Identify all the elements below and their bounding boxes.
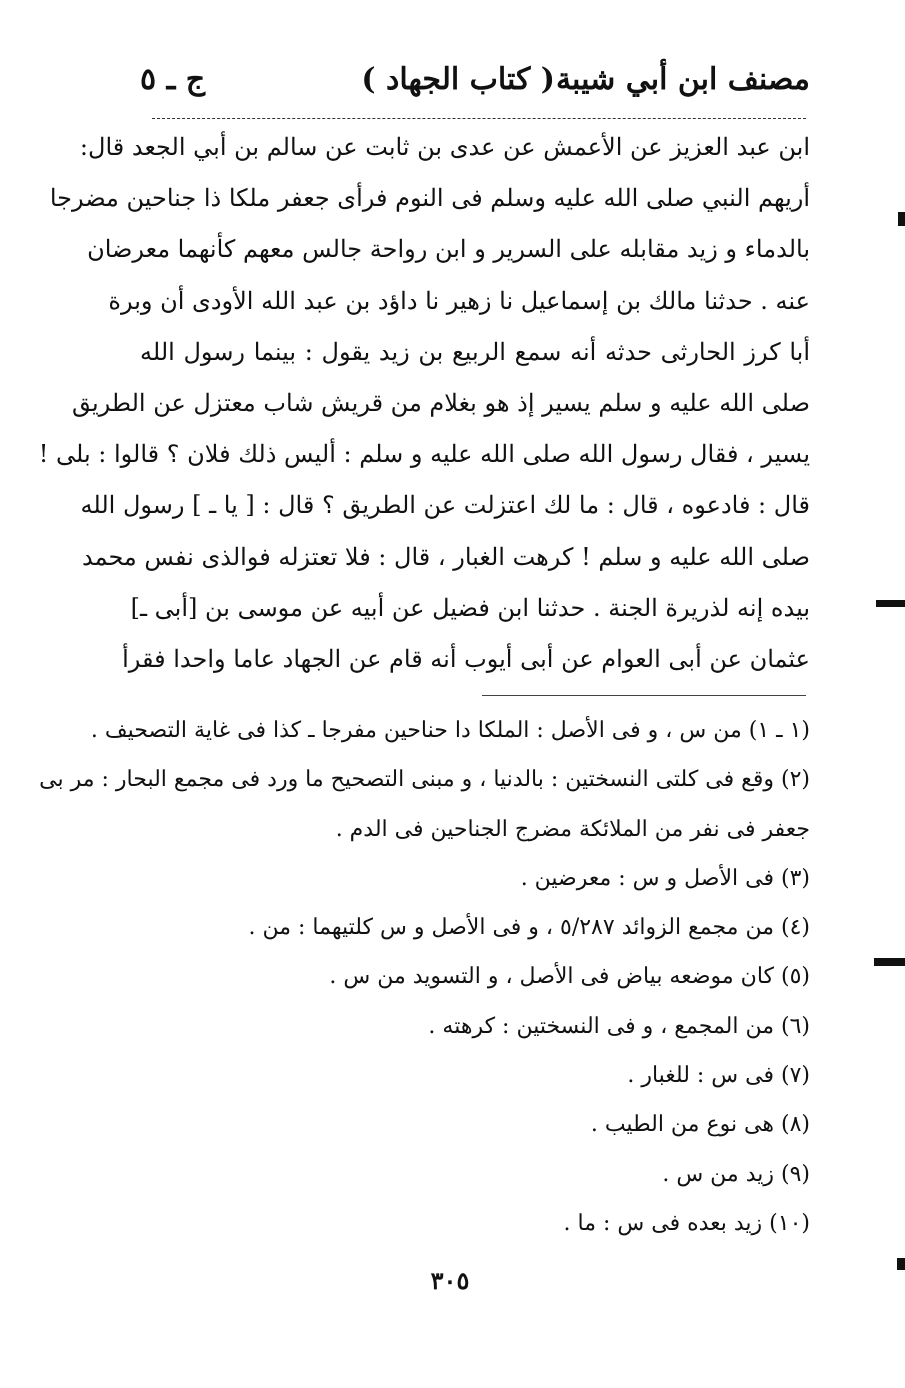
footnote: (٣) فى الأصل و س : معرضين . (520, 865, 810, 891)
footnote: (٦) من المجمع ، و فى النسختين : كرهته . (428, 1013, 810, 1039)
header-rule (152, 118, 806, 119)
footnote: (١ ـ ١) من س ، و فى الأصل : الملكا دا حناحين مفرجا ـ كذا فى غاية التصحيف . (90, 718, 810, 743)
scan-edge-mark (897, 1258, 905, 1270)
footnote: (٩) زيد من س . (662, 1161, 810, 1187)
header-volume: ج ـ ٥ (140, 62, 206, 97)
text-line: أريهم النبي صلى الله عليه وسلم فى النوم فرأى جعفر ملكا ذا جناحين مضرجا (49, 184, 810, 213)
header-book: ( كتاب الجهاد ) (361, 62, 555, 97)
main-text (38, 122, 810, 685)
text-line: عنه . حدثنا مالك بن إسماعيل نا زهير نا داؤد بن عبد الله الأودى أن وبرة (108, 286, 810, 315)
running-header (140, 62, 810, 112)
footnote: (٢) وقع فى كلتى النسختين : بالدنيا ، و مبنى التصحيح ما ورد فى مجمع البحار : مر بى (39, 767, 810, 793)
text-line: عثمان عن أبى العوام عن أبى أيوب أنه قام عن الجهاد عاما واحدا فقرأ (122, 644, 810, 673)
footnote: (٧) فى س : للغبار . (627, 1063, 810, 1089)
text-line: صلى الله عليه و سلم يسير إذ هو بغلام من قريش شاب معتزل عن الطريق (71, 388, 810, 417)
footnote: (٨) هى نوع من الطيب . (590, 1112, 810, 1138)
scan-edge-mark (874, 958, 905, 966)
text-line: أبا كرز الحارثى حدثه أنه سمع الربيع بن زيد يقول : بينما رسول الله (140, 337, 810, 366)
text-line: قال : فادعوه ، قال : ما لك اعتزلت عن الطريق ؟ قال : [ يا ـ ] رسول الله (80, 491, 810, 520)
footnotes (39, 706, 810, 1248)
text-line: ابن عبد العزيز عن الأعمش عن عدى بن ثابت عن سالم بن أبي الجعد قال: (79, 133, 810, 161)
text-line: يسير ، فقال رسول الله صلى الله عليه و سلم : أليس ذلك فلان ؟ قالوا : بلى ! (38, 440, 810, 469)
footnote: (١٠) زيد بعده فى س : ما . (563, 1210, 810, 1236)
text-line: بالدماء و زيد مقابله على السرير و ابن رواحة جالس معهم كأنهما معرضان (87, 235, 810, 264)
footnote-separator (482, 695, 806, 696)
header-title: مصنف ابن أبي شيبة (555, 62, 810, 97)
text-line: صلى الله عليه و سلم ! كرهت الغبار ، قال : فلا تعتزله فوالذى نفس محمد (81, 542, 810, 571)
text-line: بيده إنه لذريرة الجنة . حدثنا ابن فضيل عن أبيه عن موسى بن [أبى ـ] (130, 593, 810, 622)
scan-edge-mark (898, 212, 905, 226)
footnote-continuation: جعفر فى نفر من الملائكة مضرج الجناحين فى الدم . (335, 816, 810, 842)
footnote: (٥) كان موضعه بياض فى الأصل ، و التسويد من س . (329, 964, 810, 990)
page-number: ٣٠٥ (430, 1266, 470, 1295)
footnote: (٤) من مجمع الزوائد ٥/٢٨٧ ، و فى الأصل و س كلتيهما : من . (248, 915, 810, 941)
scan-edge-mark (876, 600, 905, 607)
